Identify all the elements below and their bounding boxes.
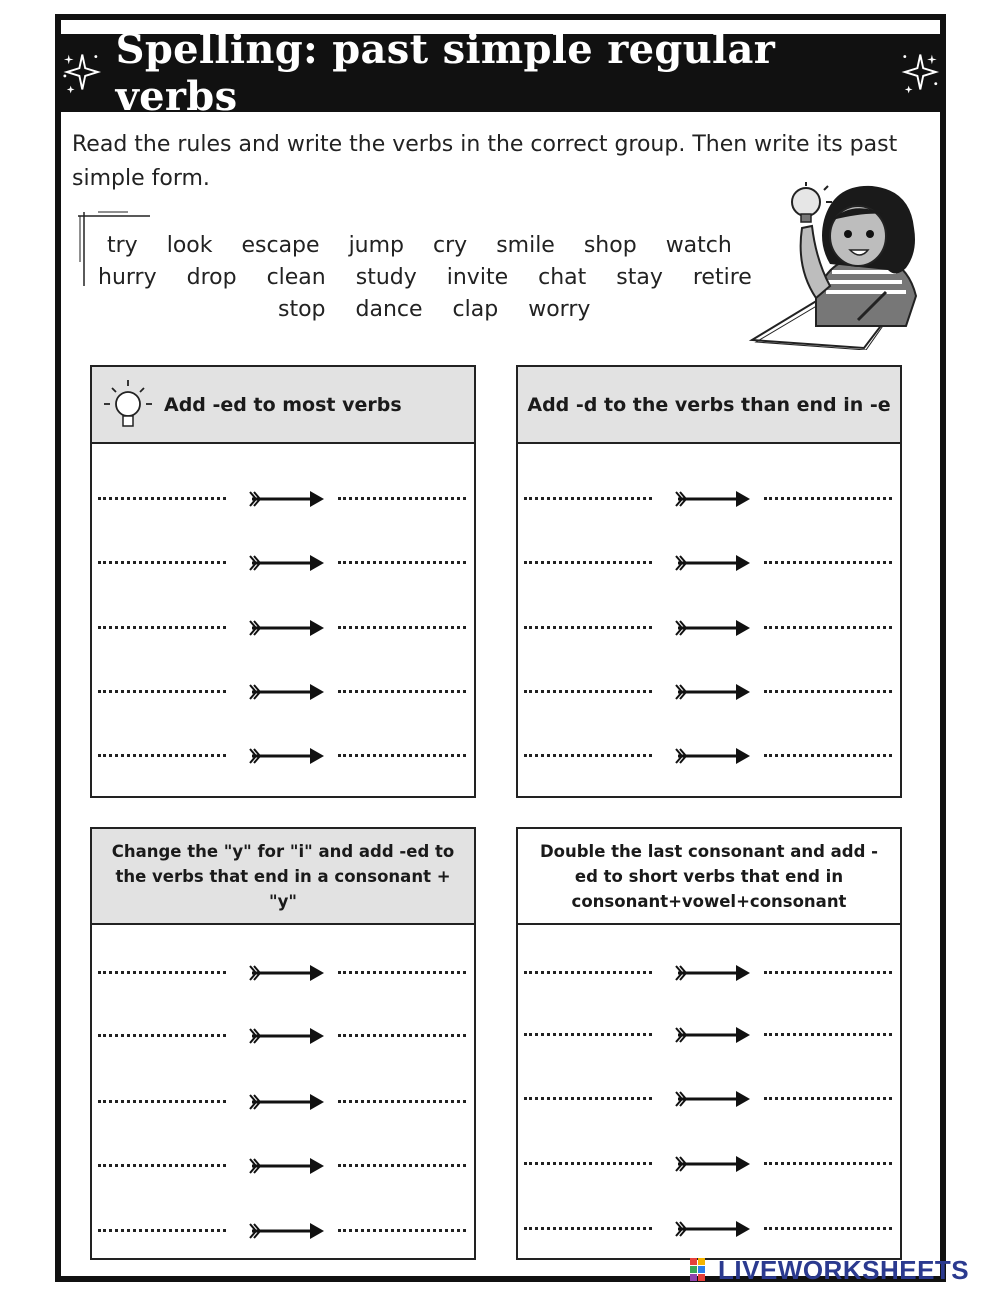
rule-heading-text: Change the "y" for "i" and add -ed to the verbs that end in a consonant + "y" bbox=[111, 841, 455, 911]
answer-row bbox=[524, 553, 896, 573]
word-bank-item: dance bbox=[355, 297, 423, 322]
answer-row bbox=[98, 1026, 470, 1046]
answer-blank[interactable] bbox=[98, 1100, 226, 1103]
brand-logo-icon bbox=[690, 1258, 712, 1282]
word-bank-item: clap bbox=[452, 297, 499, 322]
answer-row bbox=[524, 1154, 896, 1174]
rule-heading-text: Add -ed to most verbs bbox=[164, 393, 402, 416]
rule-box-heading bbox=[518, 829, 900, 925]
arrow-right-icon bbox=[674, 618, 752, 638]
rule-box-double-consonant bbox=[516, 827, 902, 1260]
girl-with-idea-illustration bbox=[746, 180, 926, 350]
word-bank-item: cry bbox=[433, 233, 468, 258]
answer-blank[interactable] bbox=[764, 971, 892, 974]
answer-blank[interactable] bbox=[98, 497, 226, 500]
word-bank-item: study bbox=[355, 265, 417, 290]
answer-row bbox=[98, 553, 470, 573]
answer-row bbox=[98, 618, 470, 638]
rule-box-heading bbox=[518, 367, 900, 444]
answer-row bbox=[98, 1221, 470, 1241]
sparkle-icon bbox=[61, 48, 102, 98]
arrow-right-icon bbox=[674, 553, 752, 573]
answer-row bbox=[524, 746, 896, 766]
answer-blank[interactable] bbox=[524, 1033, 652, 1036]
answer-blank[interactable] bbox=[524, 690, 652, 693]
arrow-right-icon bbox=[248, 682, 326, 702]
rule-heading-text: Double the last consonant and add -ed to short verbs that end in consonant+vowel+consonant bbox=[539, 841, 879, 911]
arrow-right-icon bbox=[674, 489, 752, 509]
instructions: Read the rules and write the verbs in the correct group. Then write its past simple form. bbox=[72, 132, 898, 191]
word-bank-item: escape bbox=[241, 233, 320, 258]
arrow-right-icon bbox=[248, 1221, 326, 1241]
answer-row bbox=[98, 1156, 470, 1176]
arrow-right-icon bbox=[674, 746, 752, 766]
sparkle-icon bbox=[899, 48, 940, 98]
answer-blank[interactable] bbox=[764, 561, 892, 564]
word-bank-item: jump bbox=[348, 233, 405, 258]
word-bank-item: stop bbox=[278, 297, 326, 322]
answer-blank[interactable] bbox=[764, 497, 892, 500]
word-bank-row-1 bbox=[107, 233, 732, 258]
word-bank-item: worry bbox=[528, 297, 591, 322]
answer-blank[interactable] bbox=[98, 1164, 226, 1167]
answer-blank[interactable] bbox=[764, 1097, 892, 1100]
answer-blank[interactable] bbox=[524, 561, 652, 564]
answer-row bbox=[524, 489, 896, 509]
arrow-right-icon bbox=[248, 1156, 326, 1176]
answer-blank[interactable] bbox=[98, 561, 226, 564]
answer-row bbox=[98, 746, 470, 766]
word-bank-item: smile bbox=[496, 233, 555, 258]
answer-row bbox=[98, 1092, 470, 1112]
answer-row bbox=[524, 1025, 896, 1045]
word-bank-item: try bbox=[107, 233, 138, 258]
answer-blank[interactable] bbox=[98, 754, 226, 757]
answer-row bbox=[524, 618, 896, 638]
answer-blank[interactable] bbox=[98, 1229, 226, 1232]
brand-watermark bbox=[690, 1256, 969, 1284]
word-bank-item: clean bbox=[266, 265, 326, 290]
answer-blank[interactable] bbox=[338, 561, 466, 564]
word-bank-item: chat bbox=[538, 265, 587, 290]
arrow-right-icon bbox=[248, 618, 326, 638]
word-bank-item: stay bbox=[616, 265, 663, 290]
arrow-right-icon bbox=[248, 1092, 326, 1112]
rule-box-change-y bbox=[90, 827, 476, 1260]
answer-blank[interactable] bbox=[524, 626, 652, 629]
word-bank-row-3 bbox=[278, 297, 590, 322]
word-bank-item: hurry bbox=[98, 265, 157, 290]
answer-blank[interactable] bbox=[338, 690, 466, 693]
rule-box-heading bbox=[92, 367, 474, 444]
arrow-right-icon bbox=[674, 1025, 752, 1045]
arrow-right-icon bbox=[674, 682, 752, 702]
answer-blank[interactable] bbox=[764, 1162, 892, 1165]
answer-row bbox=[524, 682, 896, 702]
answer-row bbox=[98, 963, 470, 983]
answer-row bbox=[524, 1089, 896, 1109]
arrow-right-icon bbox=[248, 1026, 326, 1046]
word-bank-item: shop bbox=[583, 233, 637, 258]
arrow-right-icon bbox=[248, 489, 326, 509]
page-title: Spelling: past simple regular verbs bbox=[115, 26, 776, 120]
answer-blank[interactable] bbox=[98, 971, 226, 974]
answer-blank[interactable] bbox=[98, 626, 226, 629]
word-bank-item: drop bbox=[186, 265, 237, 290]
answer-blank[interactable] bbox=[338, 497, 466, 500]
word-bank-item: retire bbox=[692, 265, 752, 290]
lightbulb-icon bbox=[102, 374, 154, 436]
answer-blank[interactable] bbox=[98, 690, 226, 693]
answer-row bbox=[524, 1219, 896, 1239]
rule-box-add-d bbox=[516, 365, 902, 798]
rule-heading-text: Add -d to the verbs than end in -e bbox=[527, 393, 891, 416]
title-bar bbox=[61, 26, 940, 120]
answer-blank[interactable] bbox=[764, 1227, 892, 1230]
arrow-right-icon bbox=[674, 1089, 752, 1109]
answer-blank[interactable] bbox=[524, 1227, 652, 1230]
answer-blank[interactable] bbox=[764, 626, 892, 629]
answer-blank[interactable] bbox=[524, 1162, 652, 1165]
answer-blank[interactable] bbox=[338, 1100, 466, 1103]
rule-box-add-ed bbox=[90, 365, 476, 798]
answer-blank[interactable] bbox=[524, 754, 652, 757]
arrow-right-icon bbox=[248, 553, 326, 573]
arrow-right-icon bbox=[248, 746, 326, 766]
arrow-right-icon bbox=[674, 1154, 752, 1174]
answer-blank[interactable] bbox=[338, 1034, 466, 1037]
answer-blank[interactable] bbox=[338, 1229, 466, 1232]
answer-blank[interactable] bbox=[524, 1097, 652, 1100]
arrow-right-icon bbox=[674, 963, 752, 983]
answer-row bbox=[524, 963, 896, 983]
answer-blank[interactable] bbox=[764, 754, 892, 757]
answer-blank[interactable] bbox=[338, 971, 466, 974]
answer-blank[interactable] bbox=[338, 754, 466, 757]
word-bank-item: look bbox=[166, 233, 213, 258]
word-bank-item: watch bbox=[665, 233, 732, 258]
answer-row bbox=[98, 489, 470, 509]
rule-box-heading bbox=[92, 829, 474, 925]
arrow-right-icon bbox=[248, 963, 326, 983]
word-bank-row-2 bbox=[98, 265, 752, 290]
answer-blank[interactable] bbox=[764, 690, 892, 693]
answer-blank[interactable] bbox=[524, 497, 652, 500]
answer-blank[interactable] bbox=[524, 971, 652, 974]
answer-blank[interactable] bbox=[338, 626, 466, 629]
word-bank-item: invite bbox=[446, 265, 509, 290]
answer-blank[interactable] bbox=[764, 1033, 892, 1036]
answer-blank[interactable] bbox=[338, 1164, 466, 1167]
answer-blank[interactable] bbox=[98, 1034, 226, 1037]
brand-name[interactable]: LIVEWORKSHEETS bbox=[718, 1254, 970, 1285]
arrow-right-icon bbox=[674, 1219, 752, 1239]
answer-row bbox=[98, 682, 470, 702]
